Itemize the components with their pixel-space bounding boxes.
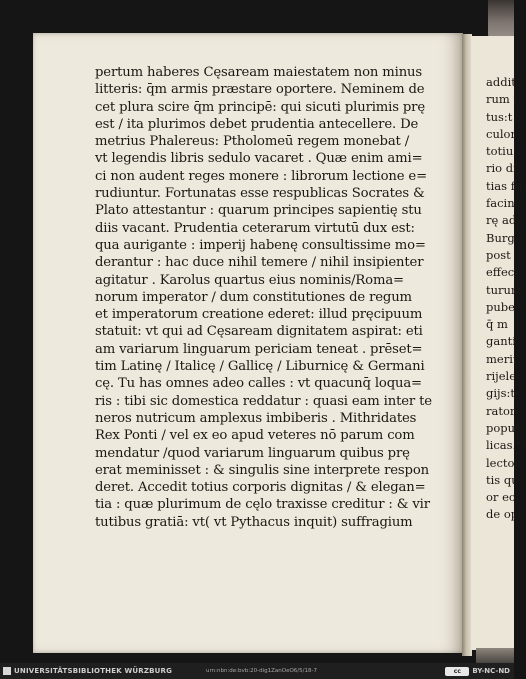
text-line: mendatur /quod variarum linguarum quibus prę xyxy=(95,445,410,461)
text-line: erat meminisset : & singulis sine interprete respon xyxy=(95,462,429,478)
facing-text-line: rę adi xyxy=(486,213,520,228)
text-line: est / ita plurimos debet prudentia antecellere. De xyxy=(95,116,419,132)
text-line: diis vacant. Prudentia ceterarum virtutū dux est: xyxy=(95,220,415,236)
text-line: cę. Tu has omnes adeo calles : vt quacunq̄ loqua= xyxy=(95,376,422,392)
facing-text-line: tus:t xyxy=(486,109,513,124)
facing-text-line: turum xyxy=(486,282,522,297)
facing-text-line: rijelec xyxy=(486,369,523,384)
facing-text-line: popul xyxy=(486,420,519,435)
facing-text-line: merita xyxy=(486,351,525,366)
text-line: neros nutricum amplexus imbiberis . Mithridates xyxy=(95,410,417,426)
text-line: ci non audent reges monere : librorum lectione e= xyxy=(95,168,427,184)
text-line: norum imperator / dum constitutiones de regum xyxy=(95,289,412,305)
text-line: Plato attestantur : quarum principes sapientię stu xyxy=(95,203,422,219)
license-link[interactable] xyxy=(445,667,510,676)
text-line: et imperatorum creatione ederet: illud pręcipuum xyxy=(95,307,423,323)
license-label: BY-NC-ND xyxy=(472,667,510,675)
text-line: statuit: vt qui ad Cęsaream dignitatem aspirat: eti xyxy=(95,324,423,340)
text-line: rudiuntur. Fortunatas esse respublicas Socrates & xyxy=(95,186,425,202)
text-line: pertum haberes Cęsaream maiestatem non minus xyxy=(95,65,423,80)
page-text-block xyxy=(95,64,432,531)
institution-name[interactable]: UNIVERSITÄTSBIBLIOTHEK WÜRZBURG xyxy=(14,667,173,675)
facing-text-line: addit xyxy=(486,75,516,89)
text-line: am variarum linguarum periciam teneat . prēset= xyxy=(95,341,423,357)
viewer-footer xyxy=(0,663,514,679)
text-line: metrius Phalereus: Ptholomeū regem monebat / xyxy=(95,134,410,150)
urn-identifier[interactable]: urn:nbn:de:bvb:20-dig1ZanOeO6/5/18-7 xyxy=(206,668,317,674)
text-line: tim Latinę / Italicę / Gallicę / Liburnicę & Germani xyxy=(95,359,425,375)
facing-text-line: ratore xyxy=(486,403,523,418)
facing-text-line: effect xyxy=(486,265,519,280)
text-line: agitatur . Karolus quartus eius nominis/Roma= xyxy=(95,272,404,288)
facing-text-line: licas.N xyxy=(486,438,526,453)
text-line: cet plura scire q̄m principē: qui sicuti plurimis prę xyxy=(95,99,425,115)
facing-text-line: tias fu xyxy=(486,178,523,193)
facing-text-line: culor xyxy=(486,126,516,141)
facing-text-line: or eor xyxy=(486,490,522,505)
text-line: ris : tibi sic domestica reddatur : quasi eam inter te xyxy=(95,393,432,409)
facing-text-line: lectori xyxy=(486,455,524,470)
book-binding-edge xyxy=(488,0,514,40)
facing-text-line: rio di xyxy=(486,161,517,176)
facing-text-line: ganti xyxy=(486,334,516,349)
text-line: tutibus gratiā: vt( vt Pythacus inquit) suffragium xyxy=(95,514,413,530)
facing-text-line: post o xyxy=(486,247,522,262)
text-line: derantur : hac duce nihil temere / nihil insipienter xyxy=(95,255,424,271)
text-line: litteris: q̄m armis præstare oportere. Neminem de xyxy=(95,82,425,98)
right-page xyxy=(471,36,526,650)
text-line: tia : quæ plurimum de cęlo traxisse creditur : & vir xyxy=(95,497,430,513)
facing-text-line: de opt xyxy=(486,507,523,522)
text-line: qua aurigante : imperij habenę consultissime mo= xyxy=(95,237,426,253)
facing-page-text xyxy=(486,74,526,524)
facing-text-line: Burg xyxy=(486,230,515,245)
text-line: deret. Accedit totius corporis dignitas / & elegan= xyxy=(95,480,426,496)
facing-text-line: totius xyxy=(486,144,520,159)
facing-text-line: facino xyxy=(486,196,522,211)
facing-text-line: q̄ m xyxy=(486,317,508,332)
facing-text-line: rum t xyxy=(486,92,519,107)
text-line: vt legendis libris sedulo vacaret . Quæ enim ami= xyxy=(95,151,423,167)
facing-text-line: pube xyxy=(486,299,515,314)
facing-text-line: gijs:te xyxy=(486,386,522,401)
facing-text-line: tis qu xyxy=(486,472,519,487)
book-bottom-edge xyxy=(476,648,514,663)
creative-commons-icon: cc xyxy=(445,667,469,676)
text-line: Rex Ponti / vel ex eo apud veteres nō parum com xyxy=(95,428,415,444)
library-logo-icon xyxy=(3,667,11,675)
